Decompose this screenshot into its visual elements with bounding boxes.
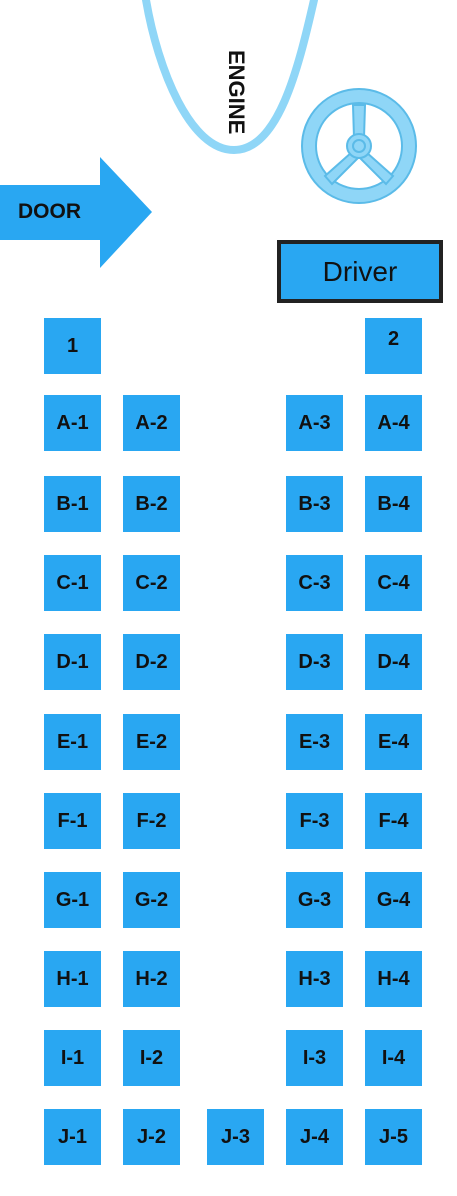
seat-h-4[interactable]: H-4 bbox=[365, 951, 422, 1007]
seat-h-1[interactable]: H-1 bbox=[44, 951, 101, 1007]
seat-j-4[interactable]: J-4 bbox=[286, 1109, 343, 1165]
seat-i-2[interactable]: I-2 bbox=[123, 1030, 180, 1086]
seat-i-1[interactable]: I-1 bbox=[44, 1030, 101, 1086]
seat-f-1[interactable]: F-1 bbox=[44, 793, 101, 849]
seat-f-4[interactable]: F-4 bbox=[365, 793, 422, 849]
seat-1[interactable]: 1 bbox=[44, 318, 101, 374]
seat-c-2[interactable]: C-2 bbox=[123, 555, 180, 611]
seat-g-4[interactable]: G-4 bbox=[365, 872, 422, 928]
seat-e-4[interactable]: E-4 bbox=[365, 714, 422, 770]
seat-c-3[interactable]: C-3 bbox=[286, 555, 343, 611]
seat-2[interactable]: 2 bbox=[365, 318, 422, 374]
seat-j-3[interactable]: J-3 bbox=[207, 1109, 264, 1165]
seat-e-1[interactable]: E-1 bbox=[44, 714, 101, 770]
seat-i-4[interactable]: I-4 bbox=[365, 1030, 422, 1086]
driver-label: Driver bbox=[322, 255, 398, 287]
seat-a-3[interactable]: A-3 bbox=[286, 395, 343, 451]
seat-c-1[interactable]: C-1 bbox=[44, 555, 101, 611]
seat-b-4[interactable]: B-4 bbox=[365, 476, 422, 532]
seat-d-1[interactable]: D-1 bbox=[44, 634, 101, 690]
seat-j-2[interactable]: J-2 bbox=[123, 1109, 180, 1165]
seat-j-1[interactable]: J-1 bbox=[44, 1109, 101, 1165]
seat-h-3[interactable]: H-3 bbox=[286, 951, 343, 1007]
seat-i-3[interactable]: I-3 bbox=[286, 1030, 343, 1086]
engine-label: ENGINE bbox=[224, 50, 249, 135]
seat-j-5[interactable]: J-5 bbox=[365, 1109, 422, 1165]
seat-f-3[interactable]: F-3 bbox=[286, 793, 343, 849]
seat-b-1[interactable]: B-1 bbox=[44, 476, 101, 532]
seat-h-2[interactable]: H-2 bbox=[123, 951, 180, 1007]
seat-c-4[interactable]: C-4 bbox=[365, 555, 422, 611]
seat-d-3[interactable]: D-3 bbox=[286, 634, 343, 690]
seat-d-2[interactable]: D-2 bbox=[123, 634, 180, 690]
door-label: DOOR bbox=[18, 200, 81, 223]
seat-g-3[interactable]: G-3 bbox=[286, 872, 343, 928]
seat-a-1[interactable]: A-1 bbox=[44, 395, 101, 451]
seat-e-2[interactable]: E-2 bbox=[123, 714, 180, 770]
seat-f-2[interactable]: F-2 bbox=[123, 793, 180, 849]
seat-b-3[interactable]: B-3 bbox=[286, 476, 343, 532]
steering-wheel-icon bbox=[298, 84, 420, 210]
seat-a-4[interactable]: A-4 bbox=[365, 395, 422, 451]
driver-seat bbox=[277, 240, 443, 303]
seat-g-1[interactable]: G-1 bbox=[44, 872, 101, 928]
seat-e-3[interactable]: E-3 bbox=[286, 714, 343, 770]
seat-b-2[interactable]: B-2 bbox=[123, 476, 180, 532]
seat-d-4[interactable]: D-4 bbox=[365, 634, 422, 690]
seat-a-2[interactable]: A-2 bbox=[123, 395, 180, 451]
seat-g-2[interactable]: G-2 bbox=[123, 872, 180, 928]
